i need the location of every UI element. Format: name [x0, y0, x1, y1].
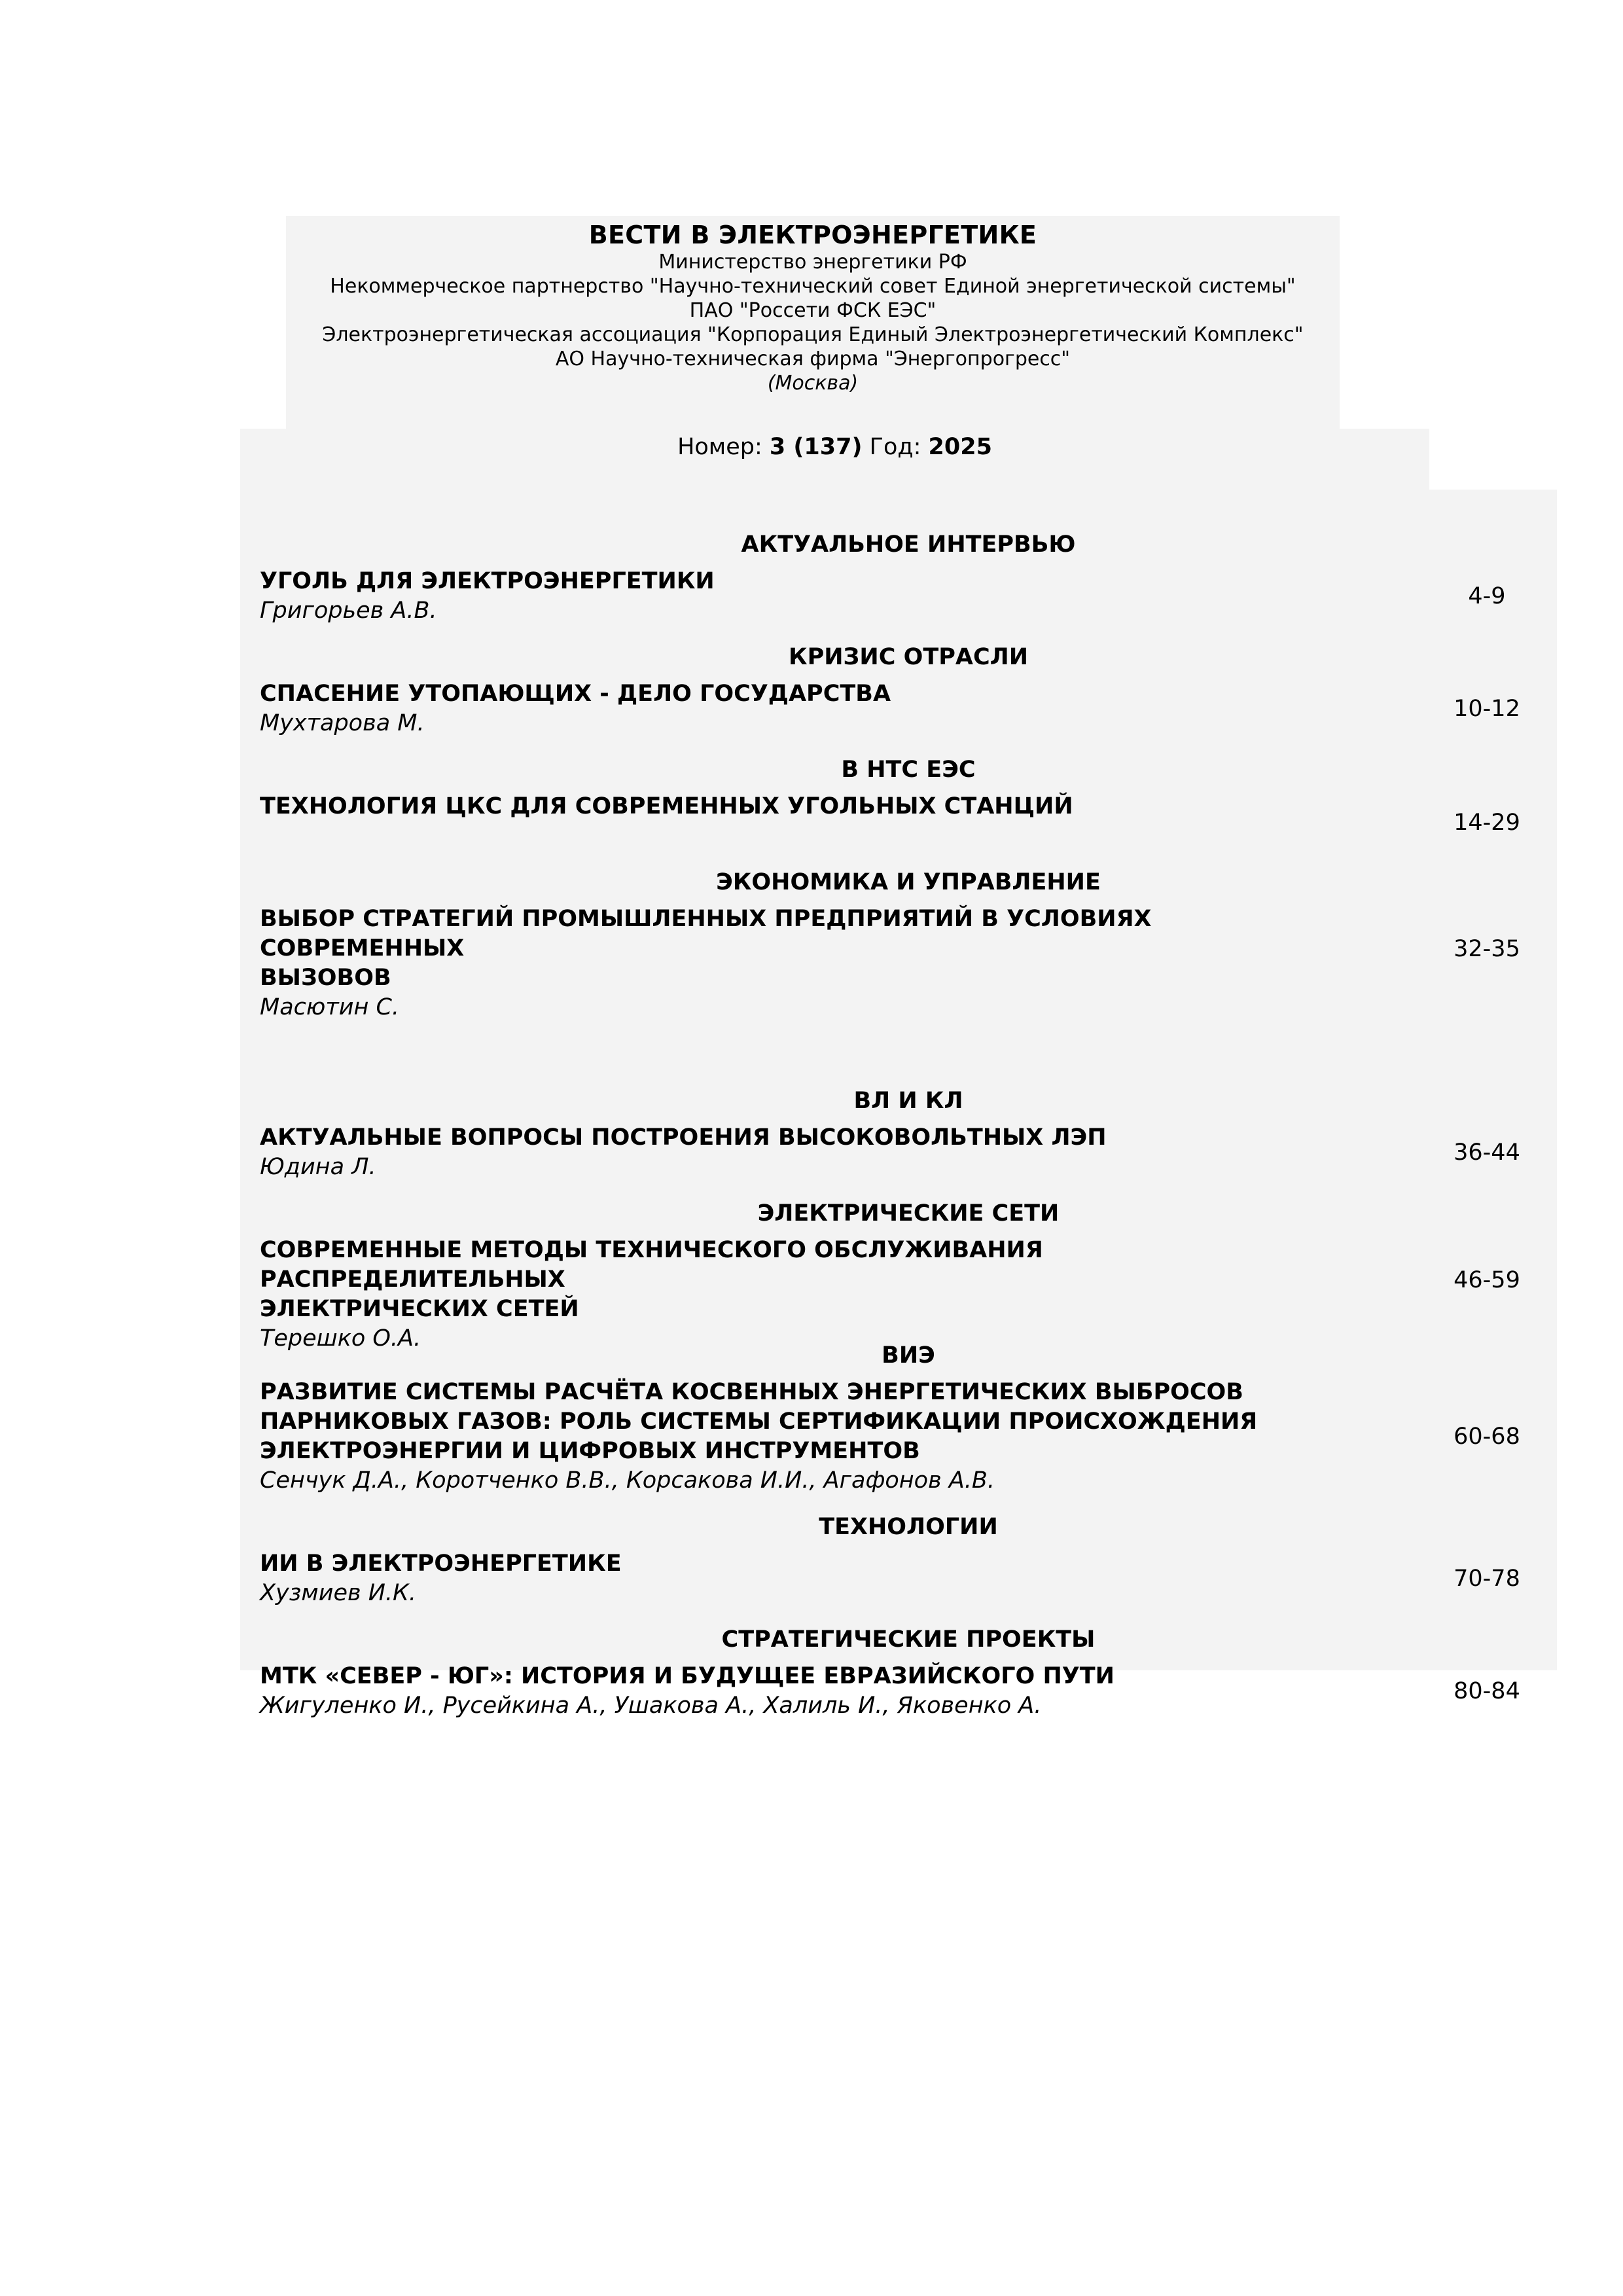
article-item[interactable] — [260, 1378, 1557, 1496]
publisher-line: АО Научно-техническая фирма "Энергопрогресс" — [555, 348, 1071, 370]
article-item[interactable] — [260, 1236, 1557, 1354]
article-title: СПАСЕНИЕ УТОПАЮЩИХ - ДЕЛО ГОСУДАРСТВА — [260, 681, 891, 707]
publisher-line: Некоммерческое партнерство "Научно-технический совет Единой энергетической системы" — [330, 275, 1296, 298]
article-authors: Мухтарова М. — [260, 710, 425, 736]
section-heading: В НТС ЕЭС — [841, 757, 976, 783]
article-title: ВЫБОР СТРАТЕГИЙ ПРОМЫШЛЕННЫХ ПРЕДПРИЯТИЙ В УСЛОВИЯХ СОВРЕМЕННЫХ — [260, 906, 1152, 961]
section-heading: ЭЛЕКТРИЧЕСКИЕ СЕТИ — [757, 1200, 1060, 1227]
section-heading: АКТУАЛЬНОЕ ИНТЕРВЬЮ — [741, 531, 1076, 558]
article-title: ЭЛЕКТРИЧЕСКИХ СЕТЕЙ — [260, 1296, 579, 1322]
issue-info — [240, 429, 1429, 491]
article-title: ИИ В ЭЛЕКТРОЭНЕРГЕТИКЕ — [260, 1551, 622, 1577]
article-title: АКТУАЛЬНЫЕ ВОПРОСЫ ПОСТРОЕНИЯ ВЫСОКОВОЛЬТНЫХ ЛЭП — [260, 1124, 1107, 1151]
article-title: ВЫЗОВОВ — [260, 965, 391, 991]
article-title: ТЕХНОЛОГИЯ ЦКС ДЛЯ СОВРЕМЕННЫХ УГОЛЬНЫХ СТАНЦИЙ — [260, 793, 1073, 819]
toc-entry — [260, 1199, 1557, 1354]
toc-entry — [260, 1341, 1557, 1496]
section-heading: ВЛ И КЛ — [853, 1088, 963, 1114]
article-pages: 4-9 — [1468, 583, 1506, 609]
article-pages: 46-59 — [1454, 1266, 1520, 1293]
article-item[interactable] — [260, 905, 1557, 1022]
section-heading: СТРАТЕГИЧЕСКИЕ ПРОЕКТЫ — [721, 1626, 1096, 1653]
article-title: ЭЛЕКТРОЭНЕРГИИ И ЦИФРОВЫХ ИНСТРУМЕНТОВ — [260, 1438, 920, 1464]
article-authors: Масютин С. — [260, 994, 400, 1020]
article-pages: 60-68 — [1454, 1424, 1520, 1450]
article-title: МТК «СЕВЕР - ЮГ»: ИСТОРИЯ И БУДУЩЕЕ ЕВРАЗИЙСКОГО ПУТИ — [260, 1663, 1115, 1689]
issue-number-label: Номер: — [677, 434, 762, 460]
publisher-line: Электроэнергетическая ассоциация "Корпорация Единый Электроэнергетический Комплекс" — [322, 323, 1304, 346]
publication-city: (Москва) — [767, 372, 859, 395]
article-title: РАЗВИТИЕ СИСТЕМЫ РАСЧЁТА КОСВЕННЫХ ЭНЕРГЕТИЧЕСКИХ ВЫБРОСОВ — [260, 1379, 1243, 1405]
article-pages: 80-84 — [1454, 1678, 1520, 1704]
article-item[interactable] — [260, 1123, 1557, 1182]
toc-entry — [260, 868, 1557, 1022]
publisher-line: Министерство энергетики РФ — [658, 251, 967, 274]
article-authors: Жигуленко И., Русейкина А., Ушакова А., Халиль И., Яковенко А. — [260, 1693, 1042, 1719]
toc-entry — [260, 530, 1557, 626]
article-pages: 10-12 — [1454, 696, 1520, 722]
toc-entry — [260, 1625, 1557, 1721]
article-item[interactable] — [260, 679, 1557, 738]
article-authors: Хузмиев И.К. — [260, 1580, 417, 1606]
toc-entry — [260, 643, 1557, 738]
issue-number: 3 (137) — [769, 434, 863, 460]
issue-line — [240, 429, 1429, 461]
article-authors: Терешко О.А. — [260, 1325, 421, 1352]
article-item[interactable] — [260, 1549, 1557, 1608]
section-heading: ЭКОНОМИКА И УПРАВЛЕНИЕ — [716, 869, 1101, 895]
issue-year-label: Год: — [869, 434, 921, 460]
issue-year: 2025 — [928, 434, 992, 460]
section-heading: ТЕХНОЛОГИИ — [819, 1514, 998, 1540]
toc-entry — [260, 1086, 1557, 1182]
article-title: ПАРНИКОВЫХ ГАЗОВ: РОЛЬ СИСТЕМЫ СЕРТИФИКАЦИИ ПРОИСХОЖДЕНИЯ — [260, 1408, 1258, 1435]
journal-header — [286, 216, 1340, 429]
journal-title: ВЕСТИ В ЭЛЕКТРОЭНЕРГЕТИКЕ — [588, 221, 1037, 249]
article-pages: 14-29 — [1454, 810, 1520, 836]
toc-entry — [260, 755, 1557, 836]
toc-entry — [260, 1513, 1557, 1608]
article-authors: Юдина Л. — [260, 1154, 376, 1180]
section-heading: КРИЗИС ОТРАСЛИ — [789, 644, 1028, 670]
article-title: УГОЛЬ ДЛЯ ЭЛЕКТРОЭНЕРГЕТИКИ — [260, 568, 715, 594]
article-authors: Григорьев А.В. — [260, 598, 437, 624]
article-pages: 70-78 — [1454, 1566, 1520, 1592]
table-of-contents — [240, 490, 1557, 1719]
article-pages: 32-35 — [1454, 935, 1520, 962]
article-item[interactable] — [260, 1662, 1557, 1721]
article-title: СОВРЕМЕННЫЕ МЕТОДЫ ТЕХНИЧЕСКОГО ОБСЛУЖИВАНИЯ РАСПРЕДЕЛИТЕЛЬНЫХ — [260, 1237, 1043, 1293]
article-pages: 36-44 — [1454, 1139, 1520, 1166]
article-item[interactable] — [260, 792, 1557, 836]
section-heading: ВИЭ — [882, 1342, 935, 1369]
article-authors: Сенчук Д.А., Коротченко В.В., Корсакова И.И., Агафонов А.В. — [260, 1467, 995, 1494]
publisher-line: ПАО "Россети ФСК ЕЭС" — [689, 299, 936, 322]
article-item[interactable] — [260, 567, 1557, 626]
